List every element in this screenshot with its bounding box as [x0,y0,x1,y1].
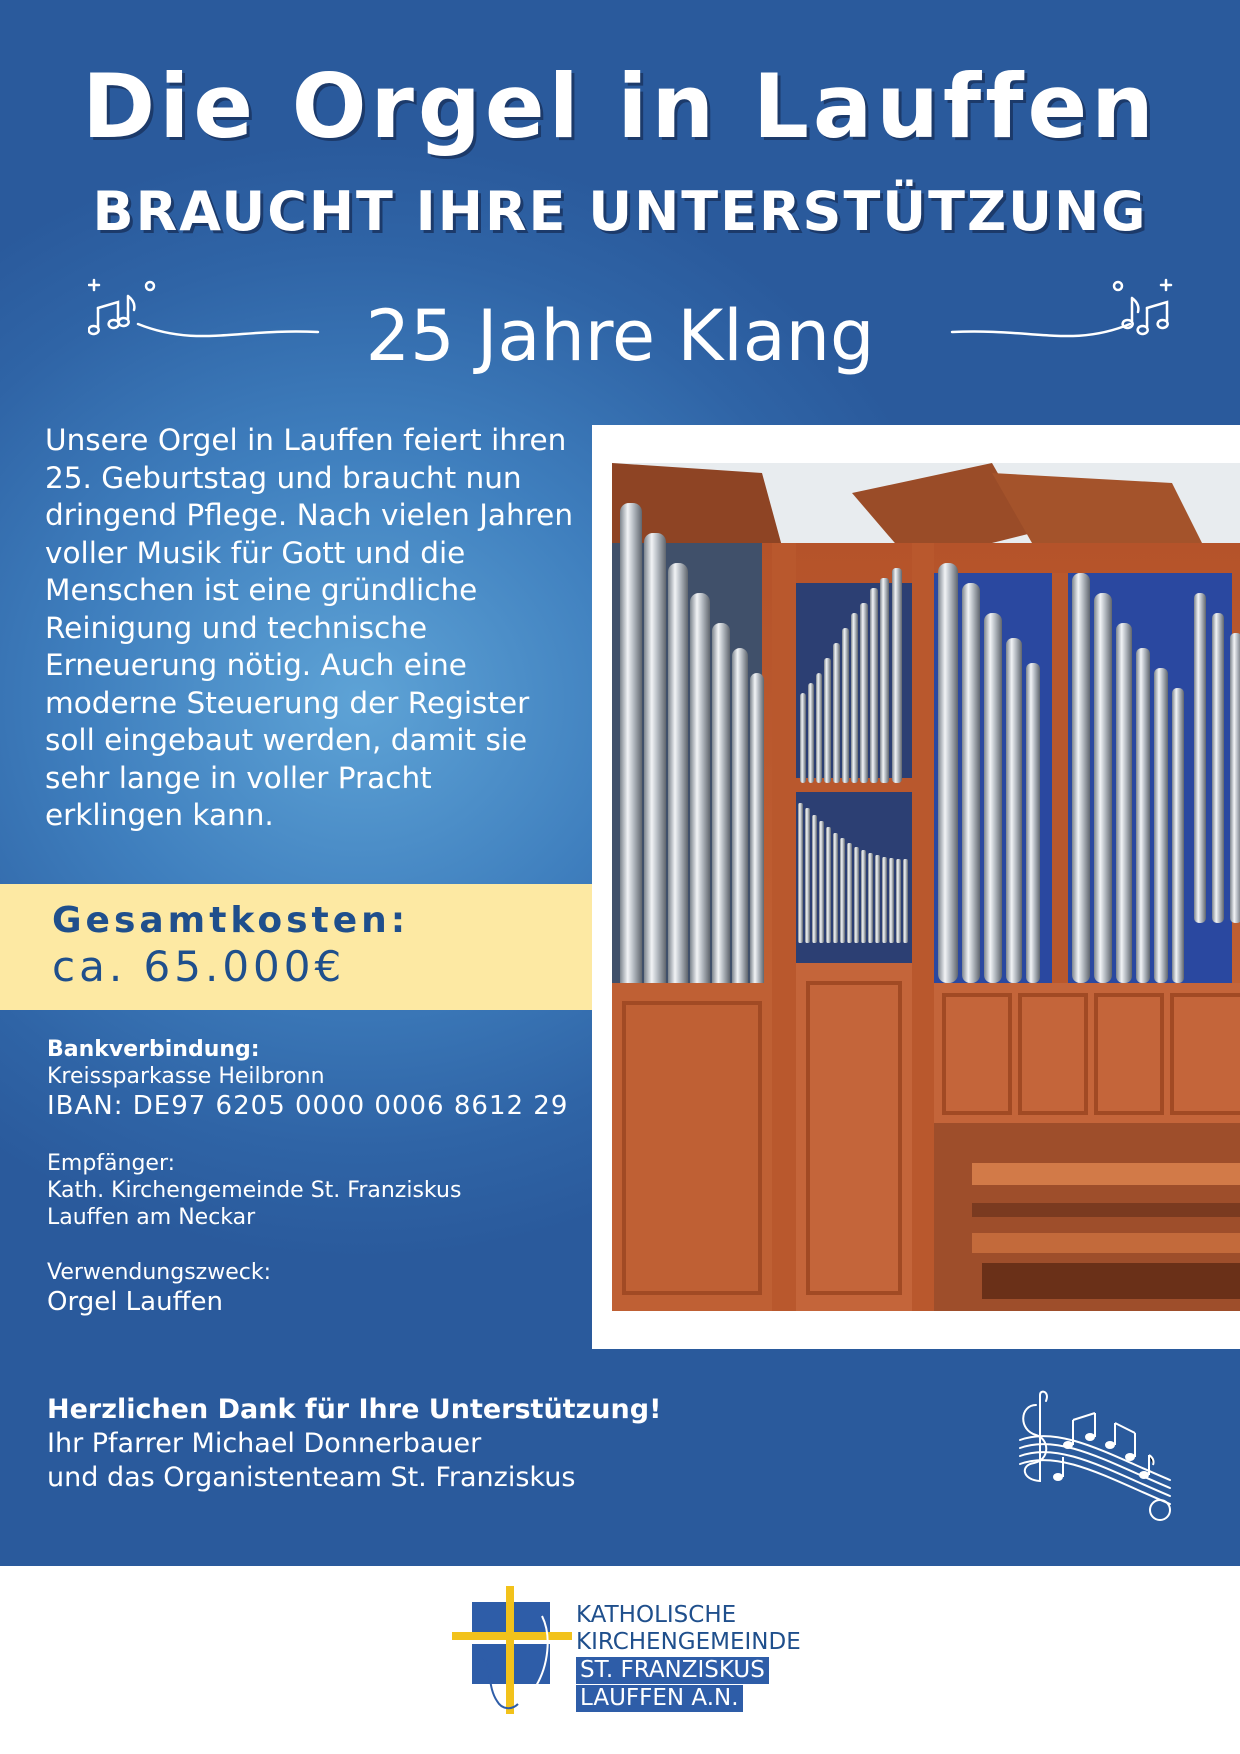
logo-line1: KATHOLISCHE [576,1602,737,1628]
logo-text [576,1602,801,1712]
thanks-block [47,1393,747,1495]
sheet-music-icon [1010,1385,1180,1525]
bank-iban: IBAN: DE97 6205 0000 0006 8612 29 [47,1091,569,1121]
poster-title: Die Orgel in Lauffen [82,55,1158,158]
music-notes-right-icon [942,268,1182,348]
jubilee-heading: 25 Jahre Klang [365,295,875,377]
cost-value: ca. 65.000€ [52,942,346,991]
logo-line4: LAUFFEN A.N. [576,1685,743,1712]
recipient-label: Empfänger: [47,1151,176,1176]
purpose-value: Orgel Lauffen [47,1287,223,1317]
recipient-line2: Lauffen am Neckar [47,1205,256,1230]
thanks-line2: und das Organistenteam St. Franziskus [47,1462,576,1493]
purpose-label: Verwendungszweck: [47,1260,271,1285]
bank-details [47,1036,587,1318]
cross-logo-icon [452,1586,572,1716]
logo-line3: ST. FRANZISKUS [576,1657,769,1684]
bank-name: Kreissparkasse Heilbronn [47,1064,325,1089]
recipient-line1: Kath. Kirchengemeinde St. Franziskus [47,1178,462,1203]
cost-label: Gesamtkosten: [52,900,410,941]
intro-text: Unsere Orgel in Lauffen feiert ihren 25. Geburtstag und braucht nun dringend Pflege. Nach vielen Jahren voller Musik für Gott und die Menschen ist eine gründliche Reinigung und technische Erneuerung nötig. Auch eine moderne Steuerung der Register soll eingebaut werden, damit sie sehr lange in voller Pracht erklingen kann. [45,423,574,832]
thanks-heading: Herzlichen Dank für Ihre Unterstützung! [47,1394,662,1425]
organ-photo [612,463,1240,1311]
footer [0,1566,1240,1754]
logo-line2: KIRCHENGEMEINDE [576,1629,801,1655]
organ-photo-frame [592,425,1240,1349]
thanks-line1: Ihr Pfarrer Michael Donnerbauer [47,1428,482,1459]
poster-subtitle: BRAUCHT IHRE UNTERSTÜTZUNG [92,180,1148,243]
bank-heading: Bankverbindung: [47,1037,260,1062]
